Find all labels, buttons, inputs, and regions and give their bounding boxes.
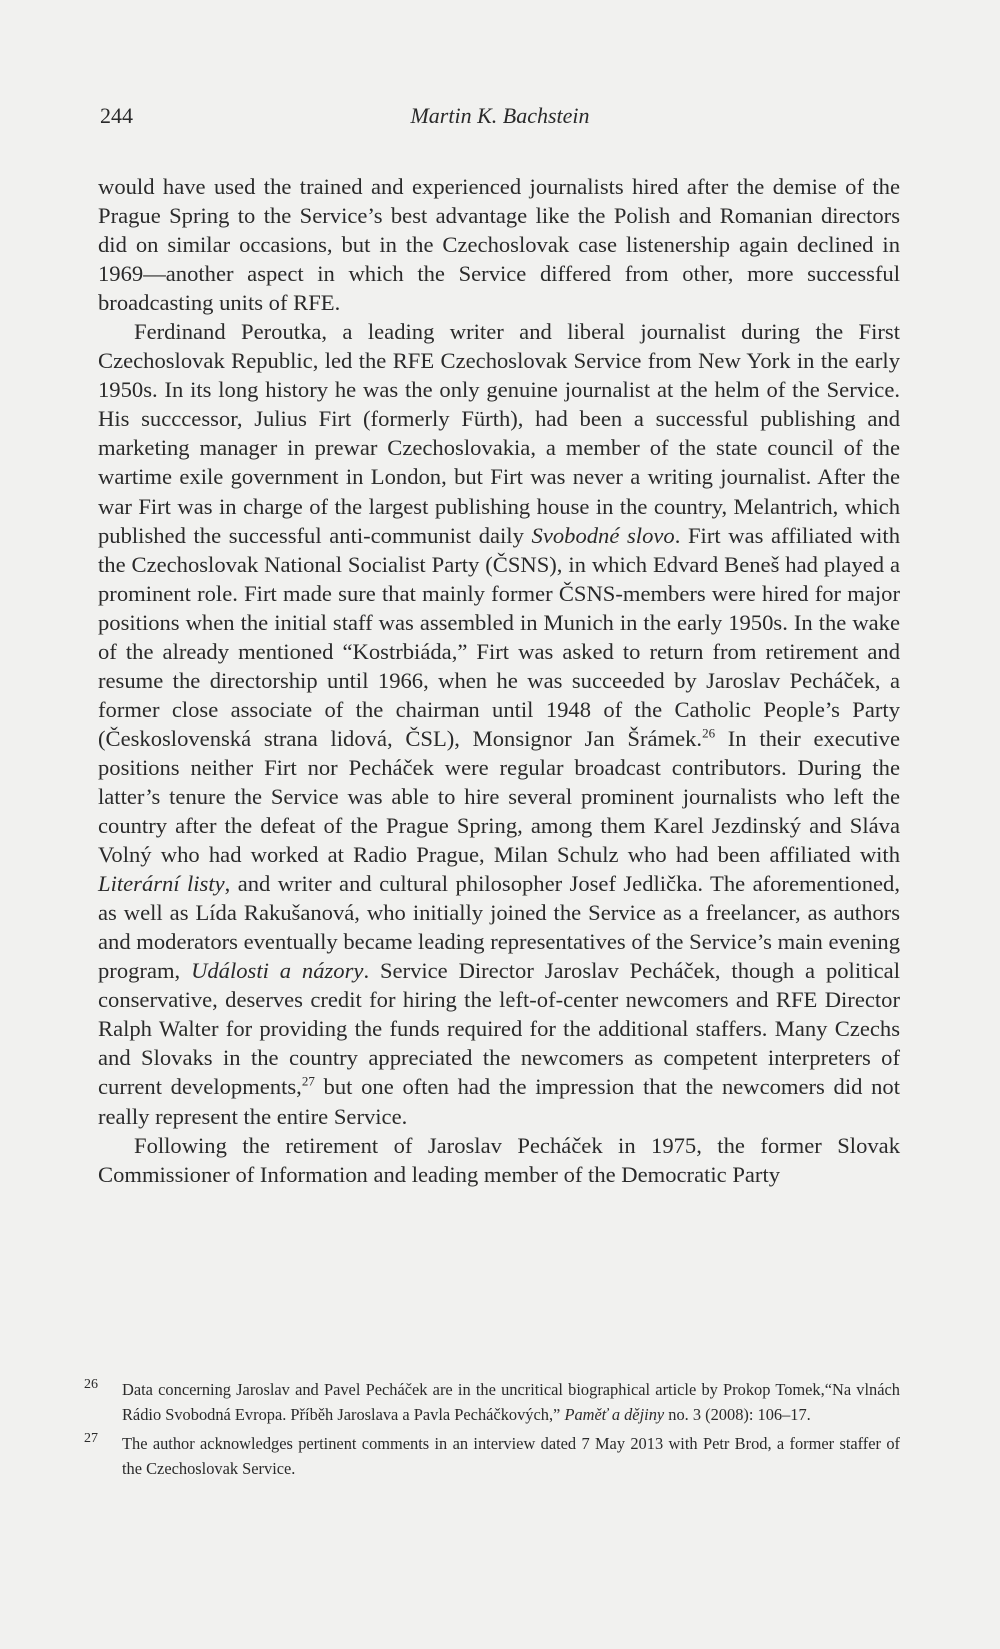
journal-title: Paměť a dějiny [564, 1404, 665, 1424]
running-title: Martin K. Bachstein [410, 103, 590, 128]
footnote-number: 27 [84, 1431, 98, 1446]
paragraph [98, 1131, 900, 1189]
text-run: . Service Director Jaroslav Pecháček, though a political conservative, deserves credit for hiring the left-of-center newcomers and RFE Director Ralph Walter for providing the funds required for the additional staffers. Many Czechs and Slovaks in the country appreciated the newcomers as competent interpreters of current developments, [98, 958, 900, 1100]
footnote-27 [84, 1432, 900, 1481]
footnote-26 [84, 1378, 900, 1427]
program-title: Události a názory [191, 958, 364, 984]
text-run: would have used the trained and experienced journalists hired after the demise of the Prague Spring to the Service’s best advantage like the Polish and Romanian directors did on similar occasions, but in the Czechoslovak case listenership again declined in 1969—another aspect in which the Service differed from other, more successful broadcasting units of RFE. [98, 174, 900, 316]
footnote-number: 26 [84, 1377, 98, 1392]
footnotes [84, 1378, 900, 1486]
footnote-text: The author acknowledges pertinent comments in an interview dated 7 May 2013 with Petr Brod, a former staffer of the Czechoslovak Service. [122, 1434, 900, 1478]
text-run: Following the retirement of Jaroslav Pecháček in 1975, the former Slovak Commissioner of Information and leading member of the Democratic Party [98, 1132, 900, 1187]
footnote-ref-26: 26 [702, 725, 716, 741]
paragraph [98, 317, 900, 1130]
page-number: 244 [100, 103, 133, 128]
text-run: . Firt was affiliated with the Czechoslovak National Socialist Party (ČSNS), in which Edvard Beneš had played a prominent role. Firt made sure that mainly former ČSNS-members were hired for major positions when the initial staff was assembled in Munich in the early 1950s. In the wake of the already mentioned “Kostrbiáda,” Firt was asked to return from retirement and resume the directorship until 1966, when he was succeeded by Jaroslav Pecháček, a former close associate of the chairman until 1948 of the Catholic People’s Party (Československá strana lidová, ČSL), Monsignor Jan Šrámek. [98, 522, 900, 751]
text-run: , and writer and cultural philosopher Josef Jedlička. The aforementioned, as well as Lída Rakušanová, who initially joined the Service as a freelancer, as authors and moderators eventually became leading representatives of the Service’s main evening program, [98, 871, 900, 984]
paragraph [98, 172, 900, 317]
text-run: but one often had the impression that the newcomers did not really represent the entire Service. [98, 1074, 900, 1129]
footnote-ref-27: 27 [301, 1073, 315, 1089]
text-run: Ferdinand Peroutka, a leading writer and liberal journalist during the First Czechoslovak Republic, led the RFE Czechoslovak Service from New York in the early 1950s. In its long history he was the only genuine journalist at the helm of the Service. His succcessor, Julius Firt (formerly Fürth), had been a successful publishing and marketing manager in prewar Czechoslovakia, a member of the state council of the wartime exile government in London, but Firt was never a writing journalist. After the war Firt was in charge of the largest publishing house in the country, Melantrich, which published the successful anti-communist daily [98, 319, 900, 548]
footnote-text: no. 3 (2008): 106–17. [664, 1404, 811, 1424]
newspaper-title: Svobodné slovo [531, 522, 675, 548]
journal-title: Literární listy [98, 871, 225, 897]
body-text [98, 172, 900, 1189]
text-run: In their executive positions neither Firt nor Pecháček were regular broadcast contributors. During the latter’s tenure the Service was able to hire several prominent journalists who left the country after the defeat of the Prague Spring, among them Karel Jezdinský and Sláva Volný who had worked at Radio Prague, Milan Schulz who had been affiliated with [98, 725, 900, 868]
running-head [100, 103, 900, 137]
footnote-text: Data concerning Jaroslav and Pavel Pecháček are in the uncritical biographical article by Prokop Tomek,“Na vlnách Rádio Svobodná Evropa. Příběh Jaroslava a Pavla Pecháčkových,” [122, 1380, 900, 1424]
